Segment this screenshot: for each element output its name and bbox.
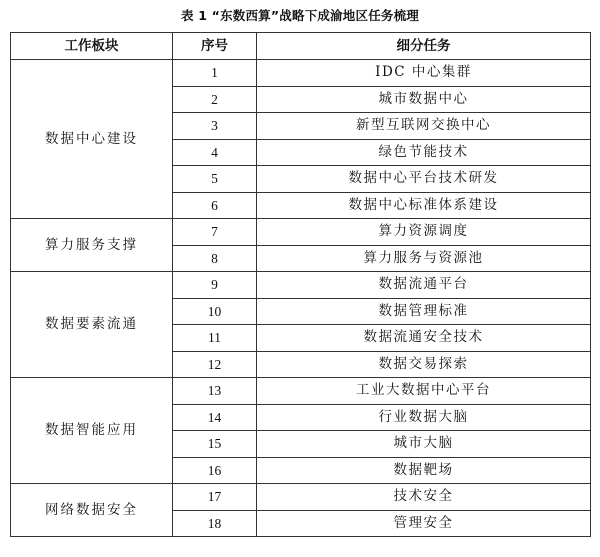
subtask-cell: 数据流通安全技术 — [257, 325, 591, 352]
table-caption: 表 1 “东数西算”战略下成渝地区任务梳理 — [180, 8, 420, 23]
work-block-cell: 网络数据安全 — [11, 484, 173, 537]
sequence-number-cell: 8 — [173, 245, 257, 272]
sequence-number-cell: 6 — [173, 192, 257, 219]
sequence-number-cell: 3 — [173, 113, 257, 140]
table-row — [11, 484, 591, 511]
sequence-number-cell: 4 — [173, 139, 257, 166]
subtask-cell: 行业数据大脑 — [257, 404, 591, 431]
table-header-row — [11, 33, 591, 60]
work-block-cell: 数据中心建设 — [11, 60, 173, 219]
subtask-cell: 数据中心平台技术研发 — [257, 166, 591, 193]
sequence-number-cell: 11 — [173, 325, 257, 352]
subtask-cell: 工业大数据中心平台 — [257, 378, 591, 405]
sequence-number-cell: 9 — [173, 272, 257, 299]
sequence-number-cell: 10 — [173, 298, 257, 325]
subtask-cell: 数据中心标准体系建设 — [257, 192, 591, 219]
table-row — [11, 60, 591, 87]
subtask-cell: 算力服务与资源池 — [257, 245, 591, 272]
sequence-number-cell: 18 — [173, 510, 257, 537]
header-task: 细分任务 — [257, 33, 591, 60]
subtask-cell: 数据管理标准 — [257, 298, 591, 325]
subtask-cell: 管理安全 — [257, 510, 591, 537]
subtask-cell: IDC 中心集群 — [257, 60, 591, 87]
sequence-number-cell: 12 — [173, 351, 257, 378]
subtask-cell: 数据靶场 — [257, 457, 591, 484]
header-num: 序号 — [173, 33, 257, 60]
table-row — [11, 378, 591, 405]
subtask-cell: 数据流通平台 — [257, 272, 591, 299]
work-block-cell: 数据要素流通 — [11, 272, 173, 378]
work-block-cell: 数据智能应用 — [11, 378, 173, 484]
sequence-number-cell: 15 — [173, 431, 257, 458]
sequence-number-cell: 14 — [173, 404, 257, 431]
subtask-cell: 算力资源调度 — [257, 219, 591, 246]
table-row — [11, 272, 591, 299]
task-table — [10, 32, 591, 537]
work-block-cell: 算力服务支撑 — [11, 219, 173, 272]
subtask-cell: 技术安全 — [257, 484, 591, 511]
sequence-number-cell: 1 — [173, 60, 257, 87]
subtask-cell: 数据交易探索 — [257, 351, 591, 378]
sequence-number-cell: 5 — [173, 166, 257, 193]
sequence-number-cell: 7 — [173, 219, 257, 246]
sequence-number-cell: 13 — [173, 378, 257, 405]
header-block: 工作板块 — [11, 33, 173, 60]
table-body — [11, 60, 591, 537]
sequence-number-cell: 2 — [173, 86, 257, 113]
table-row — [11, 219, 591, 246]
subtask-cell: 城市大脑 — [257, 431, 591, 458]
sequence-number-cell: 17 — [173, 484, 257, 511]
subtask-cell: 绿色节能技术 — [257, 139, 591, 166]
sequence-number-cell: 16 — [173, 457, 257, 484]
subtask-cell: 新型互联网交换中心 — [257, 113, 591, 140]
subtask-cell: 城市数据中心 — [257, 86, 591, 113]
